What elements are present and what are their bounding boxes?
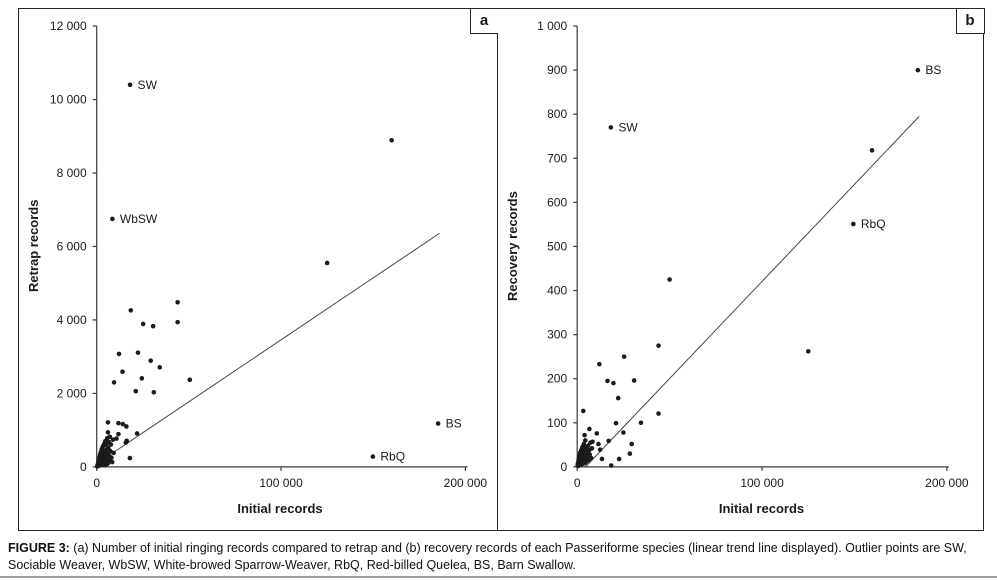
y-tick-label: 2 000: [56, 386, 87, 401]
data-point: [109, 442, 114, 447]
y-tick-label: 12 000: [49, 19, 87, 34]
data-point: [590, 446, 595, 451]
data-point: [120, 369, 125, 374]
data-point: [597, 362, 602, 367]
data-point: [124, 424, 129, 429]
y-tick-label: 300: [547, 327, 568, 342]
outlier-point-BS: [916, 68, 921, 73]
y-tick-label: 800: [547, 107, 568, 122]
y-tick-label: 900: [547, 63, 568, 78]
data-point: [128, 308, 133, 313]
data-point: [133, 389, 138, 394]
y-tick-label: 500: [547, 239, 568, 254]
outlier-point-RbQ: [851, 222, 856, 227]
data-point: [628, 451, 633, 456]
y-tick-label: 6 000: [56, 239, 87, 254]
data-point: [111, 451, 116, 456]
y-tick-label: 0: [79, 459, 87, 474]
data-point: [175, 300, 180, 305]
y-tick-label: 100: [547, 415, 568, 430]
data-point: [135, 431, 140, 436]
outlier-label-SW: SW: [618, 120, 638, 135]
data-point: [152, 390, 157, 395]
data-point: [151, 324, 156, 329]
y-tick-label: 1 000: [537, 19, 568, 34]
data-point: [175, 320, 180, 325]
y-tick-label: 200: [547, 371, 568, 386]
y-tick-label: 400: [547, 283, 568, 298]
data-point: [116, 432, 121, 437]
caption-text: (a) Number of initial ringing records compared to retrap and (b) recovery records of each Passeriforme species (linear trend line displayed). Outlier points are SW, Sociable Weaver, WbSW, White-browed Sparrow-Weaver, RbQ, Red-billed Quelea, BS, Barn Swallow.: [8, 541, 967, 572]
x-tick-label: 200 000: [443, 475, 488, 490]
data-point: [656, 343, 661, 348]
data-point: [106, 430, 111, 435]
data-point: [594, 431, 599, 436]
data-point: [128, 456, 133, 461]
outlier-point-SW: [128, 83, 133, 88]
data-point: [806, 349, 811, 354]
linear-trend-line: [97, 233, 440, 464]
data-point: [112, 380, 117, 385]
panel-b-letter-badge: b: [956, 8, 985, 34]
data-point: [325, 261, 330, 266]
x-tick-label: 0: [573, 475, 581, 490]
data-point: [581, 409, 586, 414]
data-point: [582, 433, 587, 438]
data-point: [621, 430, 626, 435]
data-point: [606, 439, 611, 444]
y-tick-label: 4 000: [56, 312, 87, 327]
data-point: [609, 463, 614, 468]
panel-a-y-axis-title: Retrap records: [26, 199, 41, 293]
data-point: [124, 440, 129, 445]
y-tick-label: 600: [547, 195, 568, 210]
y-tick-label: 0: [560, 459, 568, 474]
panel-b-plot-area: [498, 9, 983, 530]
panel-b-y-axis-title: Recovery records: [505, 191, 520, 301]
data-point: [656, 411, 661, 416]
data-point: [389, 138, 394, 143]
data-point: [583, 438, 588, 443]
panel-a-plot-area: [19, 9, 497, 530]
data-point: [148, 358, 153, 363]
outlier-label-WbSW: WbSW: [119, 211, 158, 226]
panel-b-scatter-chart: [498, 8, 984, 531]
data-point: [616, 396, 621, 401]
data-point: [667, 277, 672, 282]
y-tick-label: 10 000: [49, 92, 87, 107]
data-point: [600, 457, 605, 462]
outlier-point-RbQ: [371, 454, 376, 459]
data-point: [116, 421, 121, 426]
data-point: [870, 148, 875, 153]
data-point: [632, 378, 637, 383]
data-point: [611, 381, 616, 386]
outlier-label-RbQ: RbQ: [380, 449, 406, 464]
data-point: [596, 442, 601, 447]
data-point: [111, 437, 116, 442]
data-point: [110, 460, 115, 465]
data-point: [598, 447, 603, 452]
data-point: [106, 420, 111, 425]
outlier-label-BS: BS: [445, 416, 462, 431]
x-tick-label: 0: [93, 475, 101, 490]
data-point: [136, 350, 141, 355]
data-point: [587, 427, 592, 432]
linear-trend-line: [586, 116, 920, 466]
outlier-label-RbQ: RbQ: [860, 216, 886, 231]
x-tick-label: 100 000: [740, 475, 784, 490]
data-point: [157, 365, 162, 370]
outlier-point-WbSW: [110, 217, 115, 222]
data-point: [617, 457, 622, 462]
y-tick-label: 8 000: [56, 165, 87, 180]
data-point: [117, 352, 122, 357]
caption-figure-number: FIGURE 3:: [8, 541, 70, 555]
data-point: [605, 379, 610, 384]
data-point: [629, 442, 634, 447]
data-point: [622, 354, 627, 359]
data-point: [140, 376, 145, 381]
data-point: [614, 421, 619, 426]
outlier-label-BS: BS: [925, 63, 942, 78]
outlier-point-SW: [609, 125, 614, 130]
panel-a-scatter-chart: [18, 8, 498, 531]
figure-caption: [8, 540, 990, 573]
data-point: [141, 322, 146, 327]
data-point: [109, 455, 114, 460]
data-point: [187, 378, 192, 383]
x-tick-label: 100 000: [259, 475, 303, 490]
x-tick-label: 200 000: [925, 475, 969, 490]
outlier-point-BS: [436, 421, 441, 426]
panel-a-x-axis-title: Initial records: [237, 501, 323, 516]
data-point: [589, 456, 594, 461]
panel-b-x-axis-title: Initial records: [718, 501, 805, 516]
outlier-label-SW: SW: [137, 77, 157, 92]
bottom-divider-rule: [0, 576, 997, 578]
y-tick-label: 700: [547, 151, 568, 166]
data-point: [639, 420, 644, 425]
panel-a-letter-badge: a: [470, 8, 499, 34]
data-point: [588, 440, 593, 445]
